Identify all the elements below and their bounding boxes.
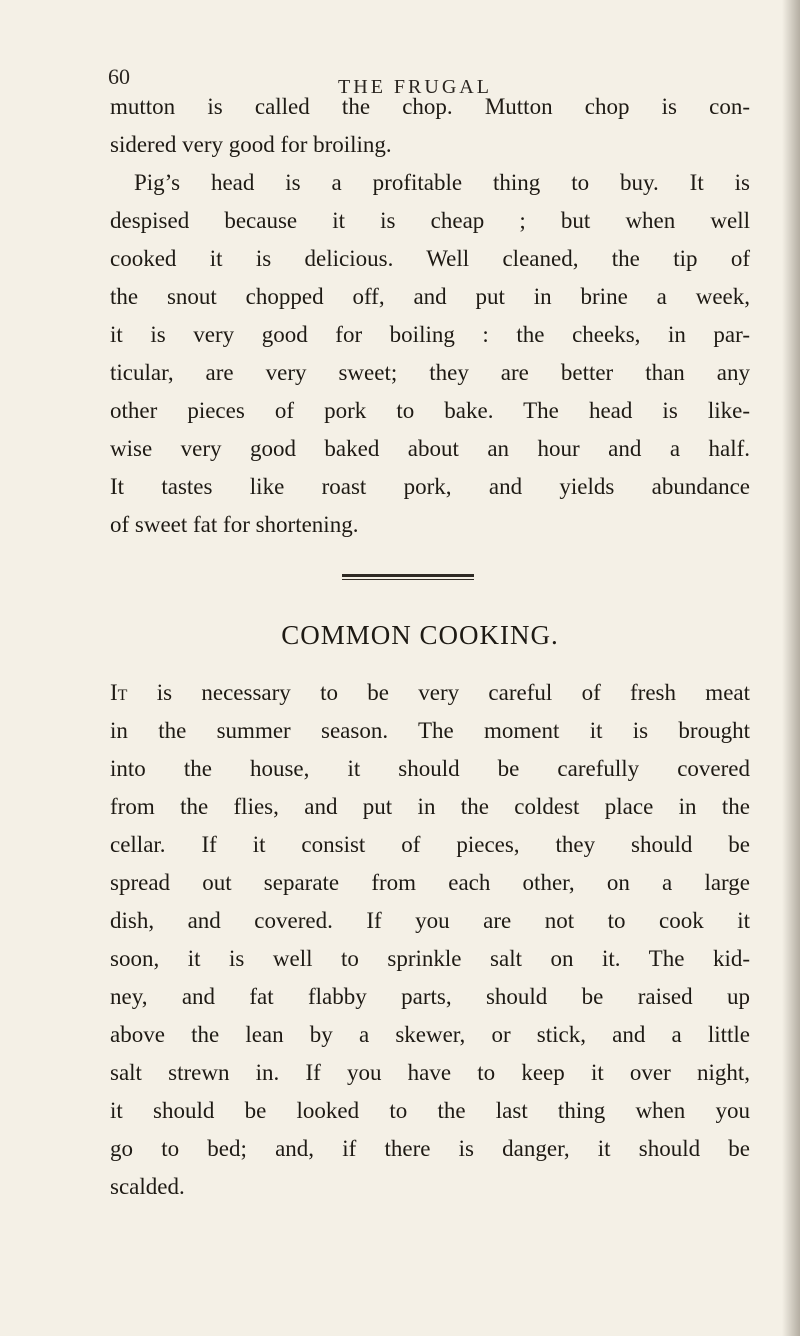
text-line: it should be looked to the last thing when you [110,1098,750,1123]
text-line: spread out separate from each other, on a large [110,870,750,895]
text-line: Pig’s head is a profitable thing to buy. It is [134,170,750,195]
top-paragraphs [110,88,750,544]
section-body [110,674,750,1206]
text-line: mutton is called the chop. Mutton chop is con- [110,94,750,119]
text-line [110,674,750,712]
section-heading: COMMON COOKING. [281,620,559,650]
text-line: It tastes like roast pork, and yields abundance [110,474,750,499]
section-rule [342,574,474,580]
text-line: salt strewn in. If you have to keep it over night, [110,1060,750,1085]
text-line: above the lean by a skewer, or stick, and a little [110,1022,750,1047]
text-line: the snout chopped off, and put in brine a week, [110,284,750,309]
initial-word: It [110,680,128,705]
text-line: cellar. If it consist of pieces, they should be [110,832,750,857]
text-line: other pieces of pork to bake. The head is like- [110,398,750,423]
text-line: go to bed; and, if there is danger, it should be [110,1136,750,1161]
text-line: wise very good baked about an hour and a half. [110,436,750,461]
text-line: cooked it is delicious. Well cleaned, the tip of [110,246,750,271]
text-line: ney, and fat flabby parts, should be raised up [110,984,750,1009]
line-text: is necessary to be very careful of fresh meat [127,680,750,705]
text-line: soon, it is well to sprinkle salt on it. The kid- [110,946,750,971]
text-line: in the summer season. The moment it is brought [110,718,750,743]
text-line: despised because it is cheap ; but when well [110,208,750,233]
text-line: from the flies, and put in the coldest place in the [110,794,750,819]
text-line: into the house, it should be carefully covered [110,756,750,781]
running-head: THE FRUGAL [338,76,492,98]
text-line: dish, and covered. If you are not to cook it [110,908,750,933]
text-line: ticular, are very sweet; they are better than any [110,360,750,385]
text-line: scalded. [110,1174,185,1199]
text-line: it is very good for boiling : the cheeks, in par- [110,322,750,347]
page-number: 60 [108,64,130,89]
text-line: sidered very good for broiling. [110,132,392,157]
page-edge-shadow [782,0,800,1336]
text-line: of sweet fat for shortening. [110,512,359,537]
